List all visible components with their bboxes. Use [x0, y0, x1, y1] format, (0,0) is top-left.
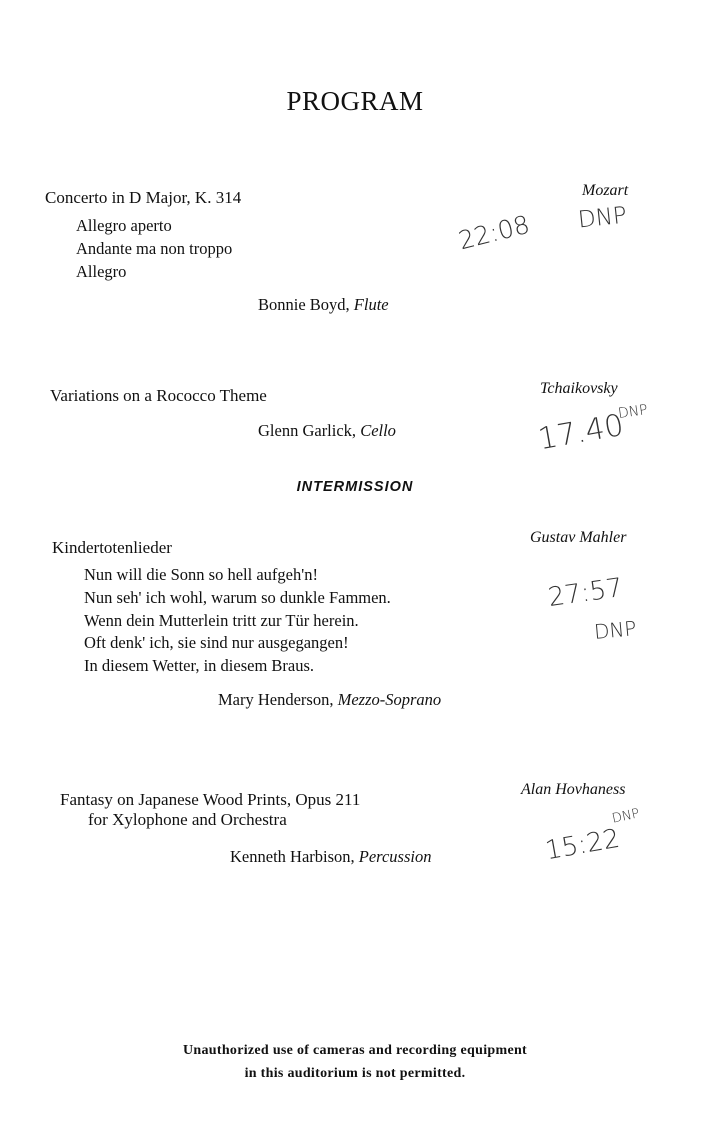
movement-list-mozart [76, 214, 232, 283]
recording-notice [0, 1039, 710, 1085]
song-item: Oft denk' ich, sie sind nur ausgegangen! [84, 633, 349, 653]
composer-mahler: Gustav Mahler [530, 529, 627, 546]
handwritten-time-tchaikovsky: 17.40 [535, 407, 627, 458]
work-title-tchaikovsky: Variations on a Rococco Theme [50, 386, 267, 405]
handwritten-note-mozart: DNP [576, 202, 629, 234]
performer-name: Kenneth Harbison, [230, 847, 355, 866]
composer-tchaikovsky: Tchaikovsky [540, 380, 618, 397]
song-item: Nun will die Sonn so hell aufgeh'n! [84, 565, 318, 584]
performer-name: Glenn Garlick, [258, 421, 357, 440]
movement-item: Andante ma non troppo [76, 239, 233, 258]
song-item: Nun seh' ich wohl, warum so dunkle Fammen. [84, 587, 391, 607]
handwritten-time-hovhaness: 15:22 [542, 823, 622, 867]
song-item: In diesem Wetter, in diesem Braus. [84, 656, 315, 676]
notice-line-1: Unauthorized use of cameras and recording equipment [182, 1043, 528, 1058]
handwritten-note-tchaikovsky: DNP [617, 402, 649, 422]
notice-line-2: in this auditorium is not permitted. [244, 1066, 466, 1081]
work-title-mahler: Kindertotenlieder [52, 538, 172, 557]
song-list-mahler [84, 564, 391, 678]
movement-item: Allegro [76, 262, 127, 281]
performer-instrument: Flute [353, 295, 389, 314]
movement-item: Allegro aperto [76, 216, 172, 235]
performer-instrument: Cello [360, 421, 396, 440]
composer-hovhaness: Alan Hovhaness [521, 781, 626, 798]
composer-mozart: Mozart [582, 182, 629, 199]
handwritten-note-hovhaness: DNP [610, 806, 641, 827]
work-title-hovhaness: Fantasy on Japanese Wood Prints, Opus 211 [60, 790, 361, 809]
performer-instrument: Percussion [358, 847, 432, 866]
performer-mahler [218, 690, 441, 710]
handwritten-note-mahler: DNP [593, 616, 638, 644]
performer-hovhaness [230, 847, 431, 867]
performer-name: Mary Henderson, [218, 690, 334, 709]
work-subtitle-hovhaness: for Xylophone and Orchestra [88, 810, 287, 829]
intermission-heading: INTERMISSION [296, 479, 414, 495]
handwritten-time-mahler: 27:57 [546, 572, 625, 614]
work-title-mozart: Concerto in D Major, K. 314 [45, 188, 242, 207]
page-title: PROGRAM [286, 86, 424, 116]
song-item: Wenn dein Mutterlein tritt zur Tür herein. [84, 610, 359, 630]
performer-mozart [258, 295, 389, 315]
performer-tchaikovsky [258, 421, 396, 441]
handwritten-time-mozart: 22:08 [455, 209, 533, 256]
performer-instrument: Mezzo-Soprano [337, 690, 442, 709]
performer-name: Bonnie Boyd, [258, 295, 350, 314]
